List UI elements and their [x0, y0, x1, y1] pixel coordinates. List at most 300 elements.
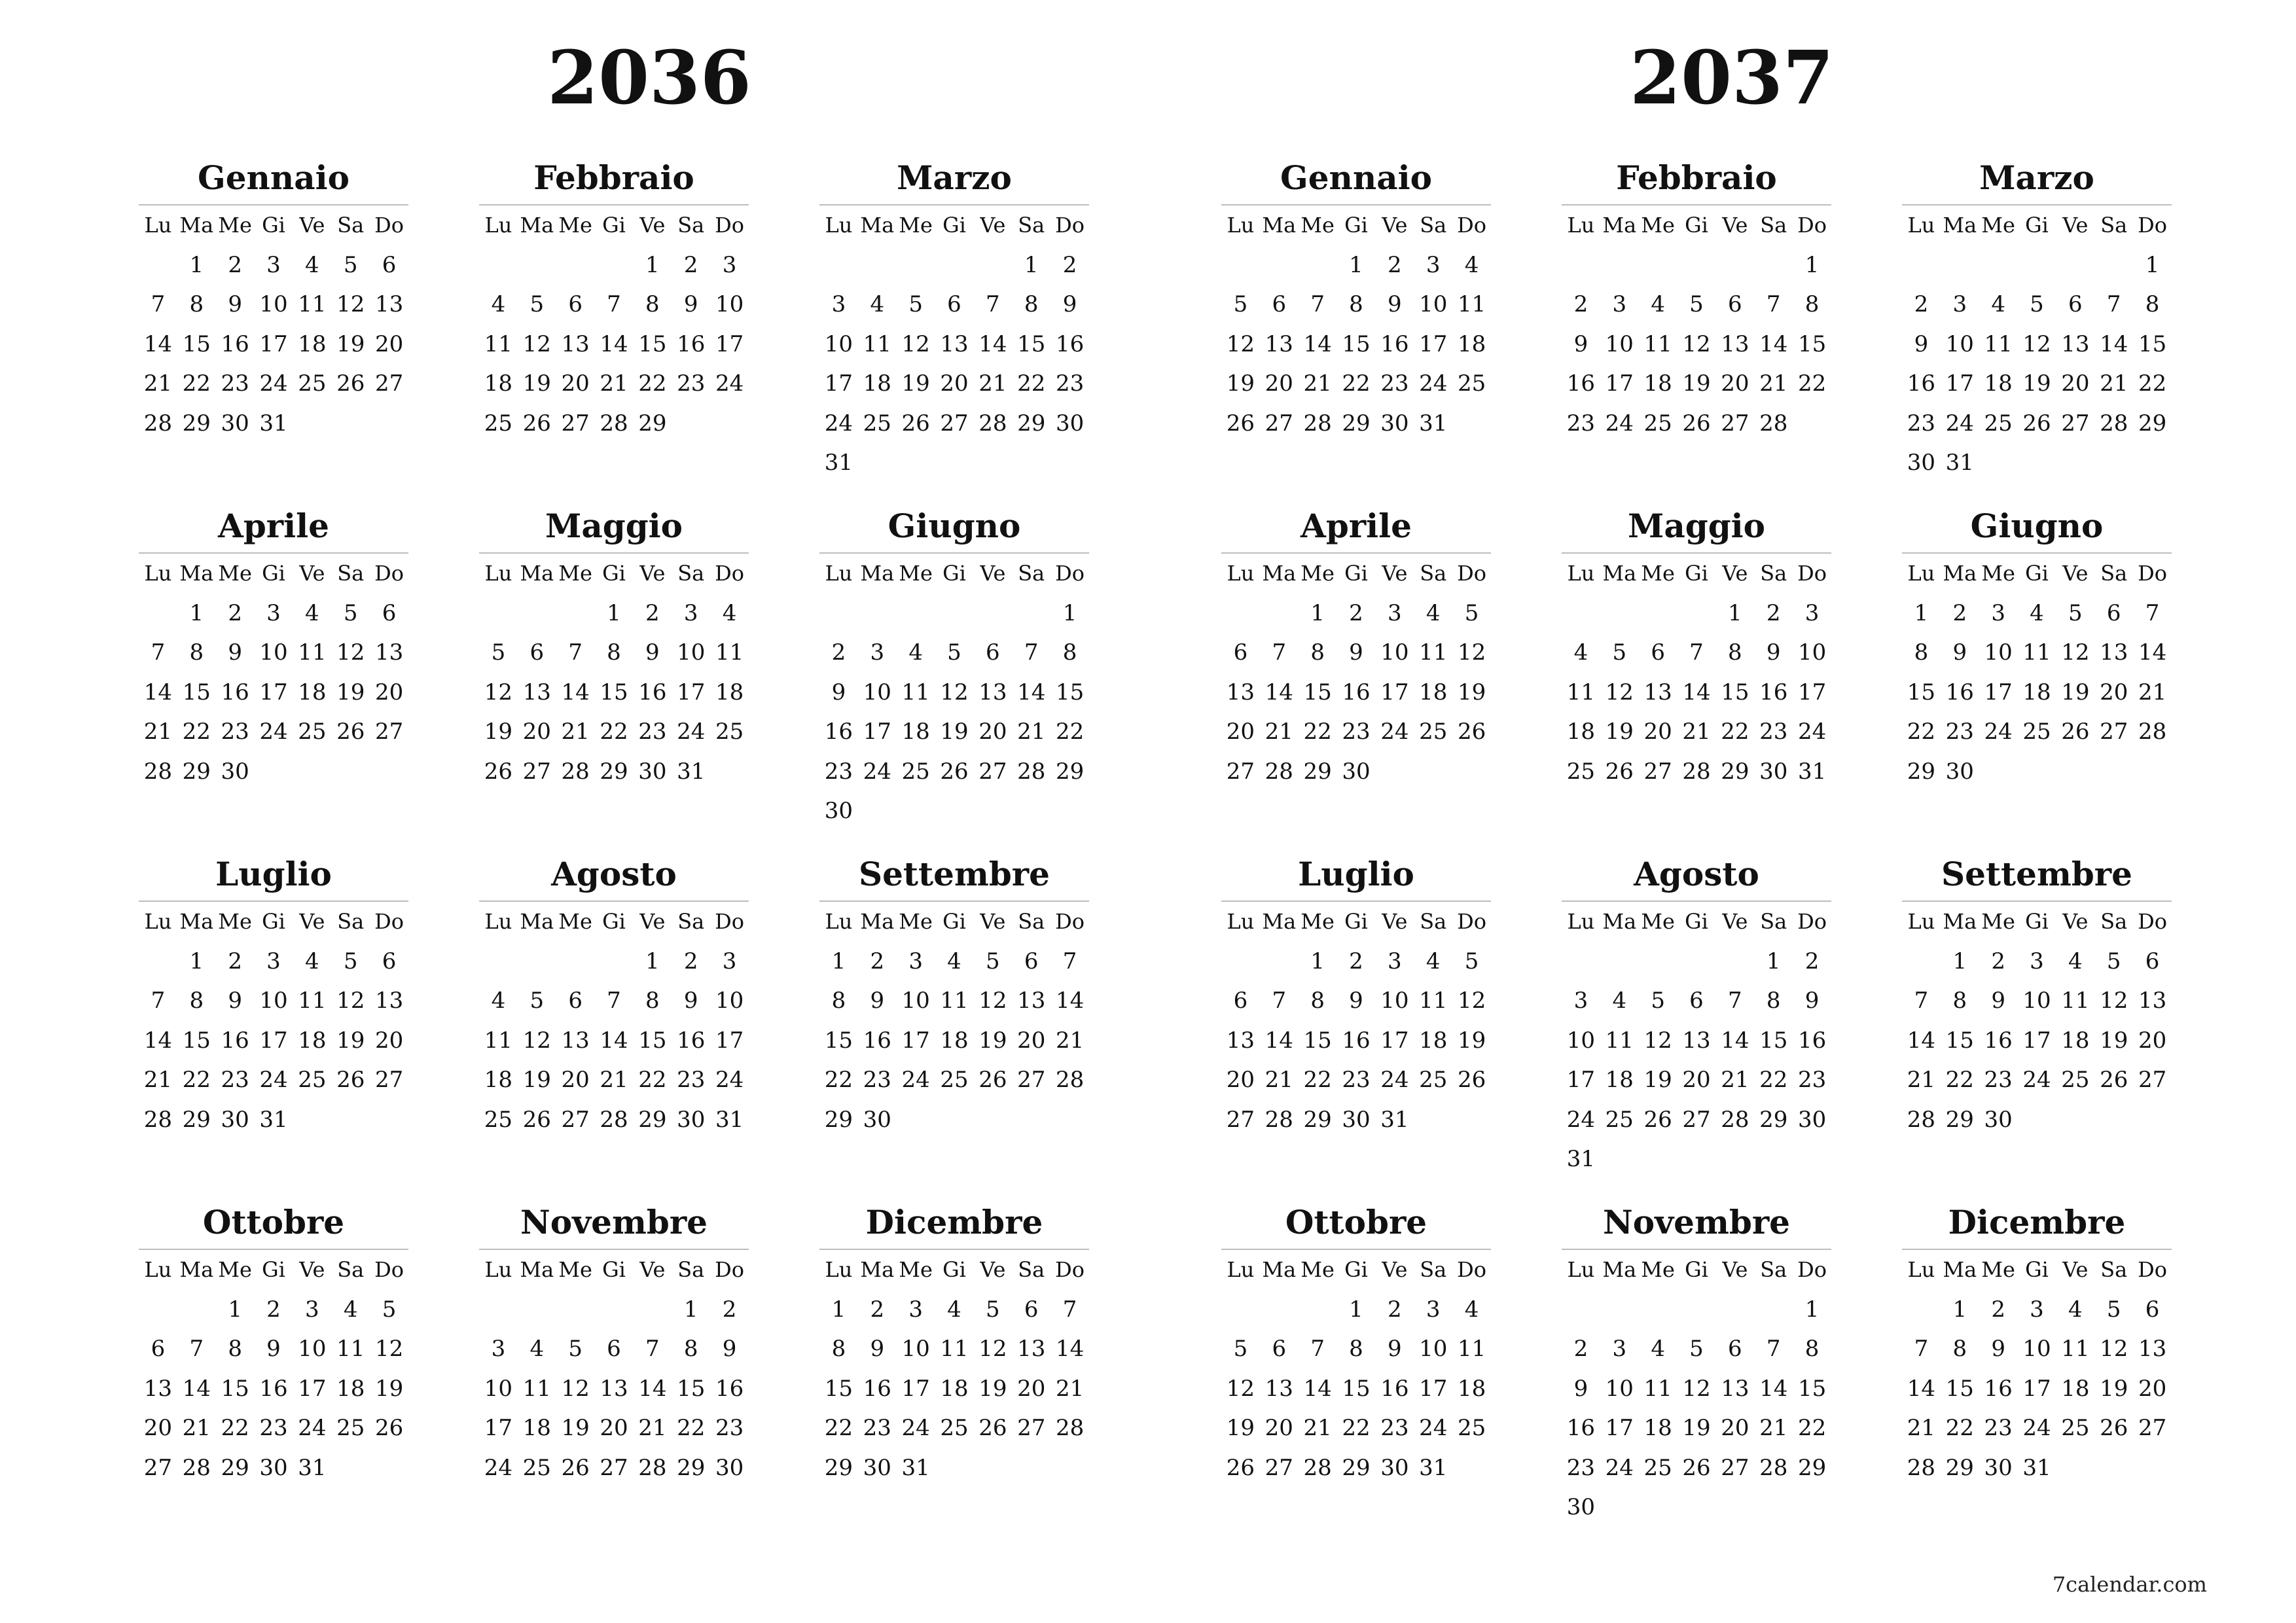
day-cell: 24: [901, 1415, 930, 1441]
month-name: Novembre: [520, 1203, 708, 1241]
day-cell: 4: [2030, 599, 2044, 626]
day-cell: 5: [1233, 291, 1248, 317]
weekday-header: Ve: [299, 561, 325, 586]
day-cell: 28: [1682, 758, 1711, 785]
empty-cell: [858, 245, 897, 285]
empty-cell: [1260, 245, 1299, 285]
day-cell: 31: [1419, 1454, 1448, 1481]
day-cell: 15: [1342, 1375, 1371, 1402]
day-cell: 23: [1945, 719, 1974, 745]
day-cell: 14: [638, 1375, 667, 1402]
day-cell: 24: [259, 370, 288, 397]
day-cell: 4: [722, 599, 737, 626]
month-name: Ottobre: [202, 1203, 345, 1241]
empty-cell: [1221, 1290, 1260, 1330]
day-cell: 8: [1952, 988, 1967, 1014]
day-cell: 3: [870, 639, 885, 666]
day-cell: 24: [1566, 1106, 1596, 1133]
weekday-header: Ve: [2062, 561, 2089, 586]
day-cell: 18: [863, 370, 891, 397]
day-cell: 17: [715, 1027, 744, 1054]
day-cell: 14: [1055, 1336, 1085, 1362]
empty-cell: [1260, 1290, 1299, 1330]
weekday-header: Ma: [179, 909, 214, 934]
day-cell: 23: [638, 719, 667, 745]
weekday-header: Gi: [1344, 561, 1368, 586]
weekday-header: Ma: [1943, 561, 1977, 586]
day-cell: 19: [336, 1027, 365, 1054]
day-cell: 11: [484, 1027, 513, 1054]
day-cell: 27: [143, 1454, 173, 1481]
day-cell: 12: [484, 679, 513, 705]
day-cell: 21: [143, 370, 173, 397]
day-cell: 11: [2061, 988, 2090, 1014]
month-calendar: [1562, 1196, 1831, 1544]
empty-cell: [1600, 942, 1639, 982]
day-grid: [479, 554, 749, 791]
weekday-header: Lu: [144, 213, 172, 238]
weekday-header: Lu: [1567, 909, 1595, 934]
weekday-header: Gi: [602, 213, 626, 238]
day-grid: [1902, 205, 2172, 483]
day-cell: 11: [1566, 679, 1596, 705]
day-cell: 8: [189, 639, 204, 666]
day-cell: 17: [715, 330, 744, 357]
day-cell: 16: [1566, 1415, 1596, 1441]
day-cell: 28: [143, 758, 173, 785]
month-name: Luglio: [215, 855, 332, 893]
day-cell: 15: [1303, 1027, 1332, 1054]
day-cell: 10: [1605, 330, 1634, 357]
day-cell: 24: [715, 1067, 744, 1093]
day-cell: 20: [940, 370, 969, 397]
day-cell: 3: [1426, 251, 1441, 278]
day-cell: 3: [266, 599, 281, 626]
day-cell: 20: [2061, 370, 2090, 397]
weekday-header: Do: [715, 909, 745, 934]
day-cell: 3: [1573, 988, 1588, 1014]
day-grid: [479, 902, 749, 1139]
day-cell: 19: [978, 1027, 1007, 1054]
day-cell: 27: [561, 1106, 590, 1133]
day-cell: 2: [1349, 948, 1363, 974]
day-cell: 7: [151, 291, 166, 317]
day-cell: 10: [259, 639, 288, 666]
day-cell: 22: [1797, 1415, 1827, 1441]
day-cell: 4: [947, 948, 961, 974]
weekday-header: Sa: [2100, 213, 2128, 238]
day-cell: 13: [1265, 1375, 1293, 1402]
day-cell: 17: [298, 1375, 327, 1402]
empty-cell: [1260, 942, 1299, 982]
weekday-header: Gi: [1685, 1257, 1708, 1282]
day-cell: 30: [1759, 758, 1788, 785]
day-cell: 7: [1310, 1336, 1325, 1362]
weekday-header: Me: [1981, 213, 2015, 238]
weekday-header: Ve: [980, 213, 1006, 238]
weekday-header: Gi: [262, 909, 285, 934]
weekday-header: Ma: [860, 213, 895, 238]
day-cell: 25: [715, 719, 744, 745]
month-calendar: [819, 500, 1089, 848]
day-cell: 9: [228, 639, 242, 666]
weekday-header: Do: [374, 1257, 404, 1282]
day-cell: 1: [1310, 599, 1325, 626]
weekday-header: Me: [1300, 909, 1335, 934]
day-cell: 20: [143, 1415, 173, 1441]
day-cell: 17: [1380, 679, 1409, 705]
day-cell: 24: [298, 1415, 327, 1441]
weekday-header: Me: [899, 909, 933, 934]
day-cell: 27: [1682, 1106, 1711, 1133]
day-cell: 28: [561, 758, 590, 785]
day-cell: 27: [374, 719, 404, 745]
day-cell: 24: [2022, 1067, 2051, 1093]
day-cell: 13: [561, 1027, 590, 1054]
day-cell: 9: [1766, 639, 1781, 666]
day-cell: 13: [1226, 1027, 1255, 1054]
day-cell: 12: [978, 988, 1007, 1014]
month-calendar: [819, 1196, 1089, 1544]
day-cell: 3: [266, 948, 281, 974]
weekday-header: Sa: [1018, 561, 1045, 586]
day-cell: 14: [1265, 679, 1293, 705]
day-cell: 22: [182, 719, 211, 745]
day-cell: 23: [259, 1415, 288, 1441]
day-cell: 4: [1612, 988, 1627, 1014]
day-cell: 27: [2100, 719, 2128, 745]
day-cell: 6: [1728, 291, 1742, 317]
weekday-header: Sa: [1760, 213, 1787, 238]
weekday-header: Lu: [825, 561, 853, 586]
day-cell: 17: [677, 679, 706, 705]
day-cell: 7: [1024, 639, 1039, 666]
month-name: Gennaio: [1280, 158, 1432, 197]
day-cell: 28: [638, 1454, 667, 1481]
day-cell: 31: [298, 1454, 327, 1481]
day-cell: 14: [182, 1375, 211, 1402]
weekday-header: Lu: [1907, 909, 1935, 934]
day-cell: 6: [607, 1336, 621, 1362]
weekday-header: Gi: [1344, 909, 1368, 934]
empty-cell: [556, 245, 595, 285]
weekday-header: Ve: [299, 1257, 325, 1282]
day-cell: 16: [863, 1375, 891, 1402]
day-cell: 11: [1643, 330, 1672, 357]
day-cell: 20: [2100, 679, 2128, 705]
day-cell: 20: [1226, 1067, 1255, 1093]
day-cell: 18: [298, 1027, 327, 1054]
day-cell: 3: [2030, 948, 2044, 974]
empty-cell: [556, 1290, 595, 1330]
weekday-header: Lu: [484, 213, 512, 238]
day-cell: 4: [947, 1296, 961, 1323]
month-name: Agosto: [551, 855, 677, 893]
day-cell: 19: [336, 679, 365, 705]
day-cell: 30: [824, 798, 853, 824]
day-cell: 18: [2022, 679, 2051, 705]
day-cell: 10: [484, 1375, 513, 1402]
day-cell: 19: [561, 1415, 590, 1441]
day-cell: 8: [228, 1336, 242, 1362]
day-cell: 4: [491, 988, 506, 1014]
day-cell: 14: [1759, 330, 1788, 357]
day-cell: 15: [600, 679, 628, 705]
day-cell: 8: [1349, 1336, 1363, 1362]
day-cell: 29: [1342, 410, 1371, 437]
day-cell: 28: [1265, 758, 1293, 785]
day-grid: [139, 205, 408, 443]
day-cell: 27: [1643, 758, 1672, 785]
weekday-header: Do: [1797, 213, 1827, 238]
day-cell: 15: [182, 330, 211, 357]
day-cell: 17: [1566, 1067, 1596, 1093]
day-cell: 4: [1651, 291, 1665, 317]
day-cell: 28: [1721, 1106, 1749, 1133]
footer-site-link[interactable]: 7calendar.com: [2052, 1572, 2207, 1597]
day-cell: 13: [978, 679, 1007, 705]
day-grid: [1221, 902, 1491, 1139]
day-cell: 17: [901, 1375, 930, 1402]
day-cell: 4: [529, 1336, 545, 1362]
day-cell: 30: [1984, 1454, 2013, 1481]
day-cell: 19: [2022, 370, 2051, 397]
day-cell: 11: [522, 1375, 551, 1402]
day-cell: 31: [259, 1106, 288, 1133]
day-cell: 30: [1055, 410, 1085, 437]
day-cell: 15: [677, 1375, 706, 1402]
day-cell: 29: [1907, 758, 1936, 785]
empty-cell: [1715, 1290, 1754, 1330]
day-cell: 17: [2022, 1375, 2051, 1402]
day-cell: 19: [522, 1067, 551, 1093]
weekday-header: Do: [1055, 561, 1085, 586]
day-cell: 12: [336, 291, 365, 317]
day-cell: 16: [824, 719, 853, 745]
day-cell: 6: [151, 1336, 166, 1362]
empty-cell: [1562, 245, 1600, 285]
day-cell: 29: [182, 1106, 211, 1133]
weekday-header: Ma: [520, 909, 554, 934]
weekday-header: Me: [899, 1257, 933, 1282]
day-cell: 3: [908, 948, 923, 974]
day-cell: 21: [561, 719, 590, 745]
day-cell: 3: [1612, 291, 1627, 317]
day-cell: 6: [382, 251, 397, 278]
day-cell: 24: [1797, 719, 1827, 745]
day-cell: 2: [1952, 599, 1967, 626]
empty-cell: [479, 1290, 518, 1330]
day-cell: 28: [1907, 1106, 1936, 1133]
day-cell: 20: [1643, 719, 1672, 745]
weekday-header: Sa: [1760, 561, 1787, 586]
weekday-header: Gi: [2025, 909, 2049, 934]
empty-cell: [819, 245, 858, 285]
weekday-header: Lu: [144, 1257, 172, 1282]
day-cell: 7: [2106, 291, 2121, 317]
empty-cell: [1754, 245, 1793, 285]
day-cell: 2: [228, 251, 242, 278]
day-cell: 22: [1945, 1415, 1974, 1441]
day-cell: 21: [600, 370, 628, 397]
day-cell: 7: [2145, 599, 2160, 626]
empty-cell: [1941, 245, 1979, 285]
weekday-header: Gi: [602, 561, 626, 586]
day-cell: 29: [677, 1454, 706, 1481]
day-cell: 11: [940, 1336, 969, 1362]
weekday-header: Me: [1641, 1257, 1675, 1282]
weekday-header: Do: [1055, 909, 1085, 934]
empty-cell: [1902, 1290, 1941, 1330]
day-cell: 20: [1721, 1415, 1749, 1441]
day-cell: 14: [978, 330, 1007, 357]
day-cell: 26: [484, 758, 513, 785]
day-cell: 13: [2061, 330, 2090, 357]
day-cell: 3: [908, 1296, 923, 1323]
day-cell: 12: [522, 1027, 551, 1054]
weekday-header: Me: [1981, 1257, 2015, 1282]
weekday-header: Lu: [1567, 213, 1595, 238]
day-cell: 4: [491, 291, 506, 317]
day-cell: 27: [940, 410, 969, 437]
day-cell: 3: [2030, 1296, 2044, 1323]
day-cell: 29: [221, 1454, 249, 1481]
day-cell: 21: [143, 1067, 173, 1093]
day-cell: 5: [1464, 948, 1479, 974]
weekday-header: Ve: [2062, 213, 2089, 238]
day-cell: 2: [228, 948, 242, 974]
day-cell: 21: [143, 719, 173, 745]
weekday-header: Sa: [1760, 909, 1787, 934]
day-grid: [479, 1250, 749, 1488]
day-cell: 19: [1457, 1027, 1486, 1054]
day-cell: 26: [1682, 1454, 1711, 1481]
day-cell: 5: [343, 599, 358, 626]
weekday-header: Ma: [520, 561, 554, 586]
day-cell: 4: [343, 1296, 358, 1323]
day-grid: [819, 205, 1089, 483]
day-cell: 5: [568, 1336, 583, 1362]
day-cell: 18: [2061, 1375, 2090, 1402]
weekday-header: Gi: [1344, 213, 1368, 238]
weekday-header: Ma: [860, 909, 895, 934]
day-cell: 8: [1804, 291, 1820, 317]
weekday-header: Gi: [942, 561, 966, 586]
weekday-header: Gi: [602, 1257, 626, 1282]
day-cell: 27: [1226, 758, 1255, 785]
day-grid: [819, 902, 1089, 1139]
day-cell: 6: [1233, 988, 1248, 1014]
day-cell: 23: [1380, 1415, 1409, 1441]
day-cell: 16: [1342, 679, 1371, 705]
day-cell: 8: [1728, 639, 1742, 666]
day-cell: 9: [1573, 330, 1588, 357]
weekday-header: Ve: [639, 1257, 666, 1282]
day-cell: 12: [2100, 1336, 2128, 1362]
day-cell: 23: [677, 370, 706, 397]
day-cell: 4: [1464, 251, 1479, 278]
month-name: Aprile: [1300, 507, 1412, 545]
day-cell: 12: [901, 330, 930, 357]
day-cell: 6: [986, 639, 1000, 666]
day-cell: 19: [1682, 1415, 1711, 1441]
month-name: Aprile: [218, 507, 329, 545]
day-cell: 14: [2138, 639, 2167, 666]
weekday-header: Do: [2138, 561, 2168, 586]
day-cell: 17: [863, 719, 891, 745]
day-grid: [819, 554, 1089, 831]
weekday-header: Lu: [1227, 909, 1255, 934]
day-cell: 12: [336, 639, 365, 666]
day-cell: 25: [1643, 1454, 1672, 1481]
day-cell: 21: [1907, 1415, 1936, 1441]
day-cell: 19: [1226, 1415, 1255, 1441]
day-cell: 9: [722, 1336, 737, 1362]
day-cell: 20: [561, 370, 590, 397]
day-cell: 22: [1721, 719, 1749, 745]
day-cell: 20: [2138, 1375, 2167, 1402]
day-cell: 27: [1721, 410, 1749, 437]
day-cell: 31: [824, 450, 853, 476]
day-cell: 6: [568, 988, 583, 1014]
day-cell: 10: [1945, 330, 1974, 357]
day-cell: 29: [638, 410, 667, 437]
day-cell: 12: [1226, 1375, 1255, 1402]
day-cell: 31: [1419, 410, 1448, 437]
weekday-header: Do: [1457, 213, 1487, 238]
empty-cell: [1639, 942, 1677, 982]
day-cell: 18: [336, 1375, 365, 1402]
day-grid: [1221, 205, 1491, 443]
month-calendar: [1562, 500, 1831, 848]
empty-cell: [1902, 942, 1941, 982]
day-cell: 6: [2145, 948, 2160, 974]
day-cell: 9: [1573, 1375, 1588, 1402]
day-cell: 24: [1380, 719, 1409, 745]
empty-cell: [1715, 942, 1754, 982]
empty-cell: [479, 942, 518, 982]
day-cell: 8: [1349, 291, 1363, 317]
weekday-header: Ve: [299, 909, 325, 934]
day-cell: 14: [561, 679, 590, 705]
day-cell: 6: [382, 599, 397, 626]
month-calendar: [139, 1196, 408, 1544]
day-cell: 16: [1945, 679, 1974, 705]
day-cell: 21: [1682, 719, 1711, 745]
weekday-header: Ma: [179, 561, 214, 586]
day-cell: 4: [870, 291, 885, 317]
day-cell: 7: [1272, 988, 1287, 1014]
day-cell: 13: [374, 291, 404, 317]
day-cell: 26: [1643, 1106, 1672, 1133]
day-cell: 31: [1566, 1146, 1596, 1172]
day-cell: 25: [298, 1067, 327, 1093]
weekday-header: Ma: [179, 1257, 214, 1282]
day-cell: 22: [1945, 1067, 1974, 1093]
day-cell: 25: [1566, 758, 1596, 785]
weekday-header: Sa: [1018, 1257, 1045, 1282]
month-calendar: [1902, 848, 2172, 1196]
day-cell: 9: [1062, 291, 1077, 317]
empty-cell: [1754, 1290, 1793, 1330]
day-cell: 29: [1055, 758, 1085, 785]
day-cell: 15: [1017, 330, 1046, 357]
day-cell: 12: [1457, 988, 1486, 1014]
day-cell: 23: [715, 1415, 744, 1441]
weekday-header: Sa: [1018, 909, 1045, 934]
empty-cell: [1902, 245, 1941, 285]
day-cell: 26: [1682, 410, 1711, 437]
